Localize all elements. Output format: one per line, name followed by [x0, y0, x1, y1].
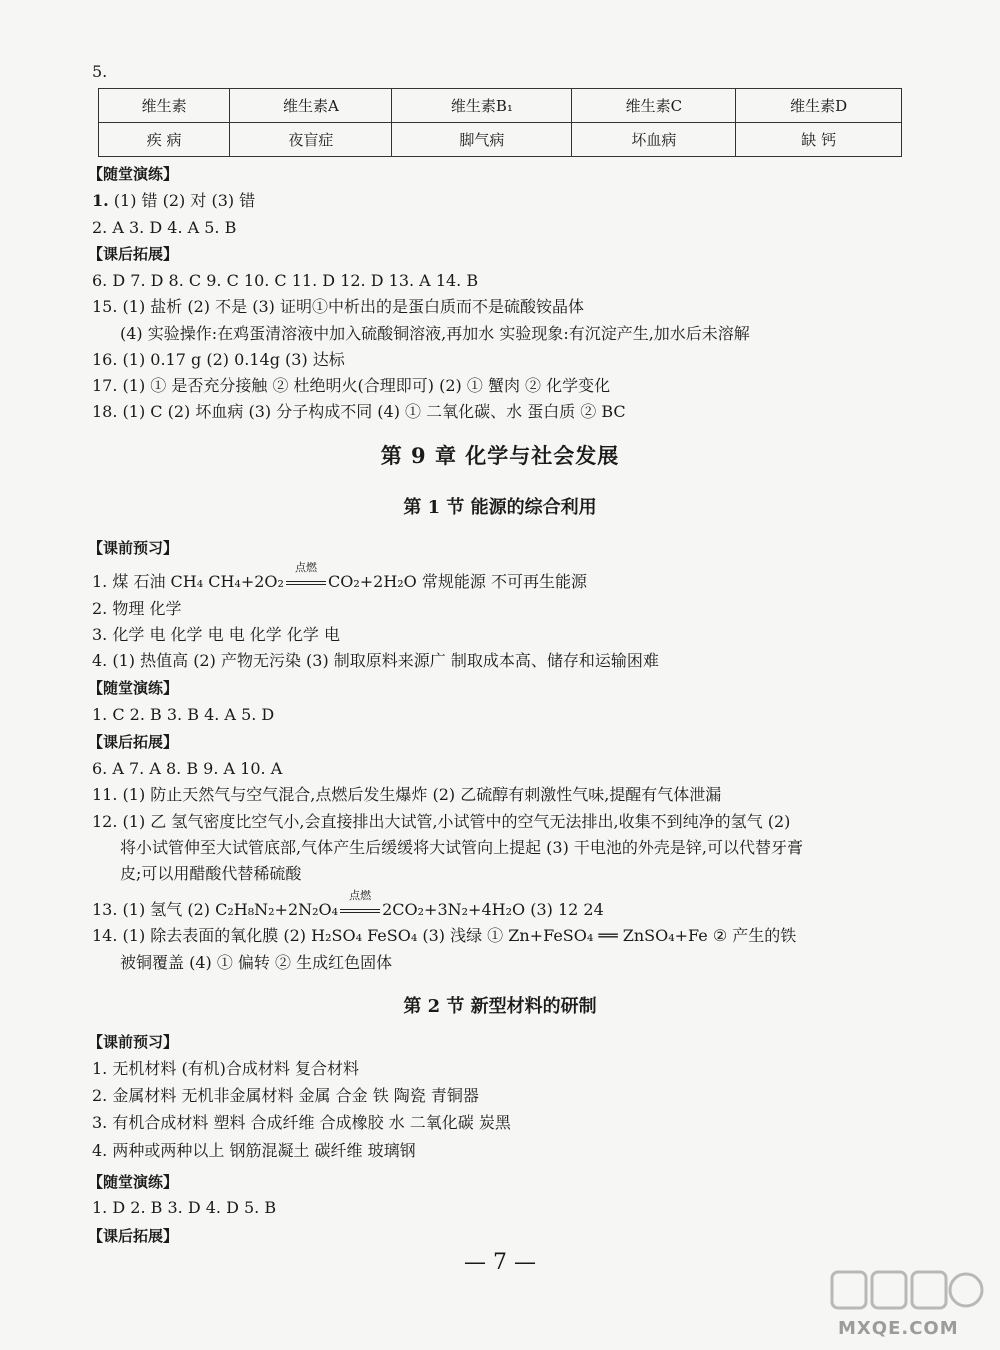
answer-text: CO₂+2H₂O 常规能源 不可再生能源	[327, 572, 587, 591]
table-cell: 维生素D	[736, 89, 902, 123]
answer-line: 14. (1) 除去表面的氧化膜 (2) H₂SO₄ FeSO₄ (3) 浅绿 ① Zn+FeSO₄ ══ ZnSO₄+Fe ② 产生的铁	[92, 926, 797, 945]
answer-line: (4) 实验操作:在鸡蛋清溶液中加入硫酸铜溶液,再加水 实验现象:有沉淀产生,加水后未溶解	[120, 324, 750, 343]
table-cell: 维生素C	[572, 89, 736, 123]
table-cell: 维生素A	[230, 89, 392, 123]
answer-line: 1. 无机材料 (有机)合成材料 复合材料	[92, 1059, 360, 1078]
watermark-text: MXQE.COM	[838, 1318, 959, 1339]
table-cell: 坏血病	[572, 123, 736, 157]
answer-line: 3. 有机合成材料 塑料 合成纤维 合成橡胶 水 二氧化碳 炭黑	[92, 1113, 511, 1132]
table-cell: 缺 钙	[736, 123, 902, 157]
section-heading: 【随堂演练】	[88, 1173, 179, 1191]
table-cell: 疾 病	[99, 123, 230, 157]
answer-line: 1. C 2. B 3. B 4. A 5. D	[92, 705, 275, 724]
answer-line: 2. A 3. D 4. A 5. B	[92, 218, 237, 237]
answer-line: 3. 化学 电 化学 电 电 化学 化学 电	[92, 625, 340, 644]
answer-line: 18. (1) C (2) 坏血病 (3) 分子构成不同 (4) ① 二氧化碳、水 蛋白质 ② BC	[92, 402, 626, 421]
reaction-arrow	[284, 561, 328, 592]
table-cell: 夜盲症	[230, 123, 392, 157]
answer-line	[92, 561, 587, 592]
chapter-title: 第 9 章 化学与社会发展	[380, 443, 620, 468]
question-5-label: 5.	[92, 62, 108, 81]
reaction-condition: 点燃	[294, 561, 317, 574]
answer-line: 6. A 7. A 8. B 9. A 10. A	[92, 759, 283, 778]
table-row	[99, 123, 902, 157]
section-heading: 【课后拓展】	[88, 733, 179, 751]
answer-line: 皮;可以用醋酸代替稀硫酸	[120, 864, 302, 883]
answer-line: 16. (1) 0.17 g (2) 0.14g (3) 达标	[92, 350, 345, 369]
section-heading: 【课前预习】	[88, 539, 179, 557]
section-heading: 【课后拓展】	[88, 245, 179, 263]
answer-line	[92, 889, 604, 920]
answer-line: 4. (1) 热值高 (2) 产物无污染 (3) 制取原料来源广 制取成本高、储存和运输困难	[92, 651, 659, 670]
answer-line: 11. (1) 防止天然气与空气混合,点燃后发生爆炸 (2) 乙硫醇有刺激性气味,提醒有气体泄漏	[92, 785, 722, 804]
answer-line: 4. 两种或两种以上 钢筋混凝土 碳纤维 玻璃钢	[92, 1141, 416, 1160]
answer-line: 1. D 2. B 3. D 4. D 5. B	[92, 1198, 277, 1217]
section-heading: 【随堂演练】	[88, 679, 179, 697]
answer-text: 2CO₂+3N₂+4H₂O (3) 12 24	[382, 900, 604, 919]
vitamin-table	[98, 88, 902, 157]
answer-line: 17. (1) ① 是否充分接触 ② 杜绝明火(合理即可) (2) ① 蟹肉 ② 化学变化	[92, 376, 611, 395]
table-cell: 维生素B₁	[392, 89, 572, 123]
answer-line: 被铜覆盖 (4) ① 偏转 ② 生成红色固体	[120, 953, 393, 972]
section-title: 第 1 节 能源的综合利用	[403, 497, 597, 518]
answer-line: 12. (1) 乙 氢气密度比空气小,会直接排出大试管,小试管中的空气无法排出,收集不到纯净的氢气 (2)	[92, 812, 791, 831]
answer-line: 2. 金属材料 无机非金属材料 金属 合金 铁 陶瓷 青铜器	[92, 1086, 479, 1105]
answer-line: 2. 物理 化学	[92, 599, 182, 618]
answer-text: 13. (1) 氢气 (2) C₂H₈N₂+2N₂O₄	[92, 900, 339, 919]
answer-line: 6. D 7. D 8. C 9. C 10. C 11. D 12. D 13. A 14. B	[92, 271, 479, 290]
answer-line	[92, 191, 255, 211]
section-title: 第 2 节 新型材料的研制	[403, 996, 597, 1017]
page-number: — 7 —	[464, 1250, 536, 1275]
table-cell: 脚气病	[392, 123, 572, 157]
reaction-condition: 点燃	[349, 889, 372, 902]
section-heading: 【课后拓展】	[88, 1227, 179, 1245]
section-heading: 【课前预习】	[88, 1033, 179, 1051]
answer-line: 将小试管伸至大试管底部,气体产生后缓缓将大试管向上提起 (3) 干电池的外壳是锌,可以代替牙膏	[120, 838, 804, 857]
answer-number: 1.	[92, 191, 109, 210]
section-heading: 【随堂演练】	[88, 165, 179, 183]
table-header-row	[99, 89, 902, 123]
answer-line: 15. (1) 盐析 (2) 不是 (3) 证明①中析出的是蛋白质而不是硫酸铵晶体	[92, 297, 584, 316]
reaction-arrow	[338, 889, 382, 920]
table-cell: 维生素	[99, 89, 230, 123]
answer-text: (1) 错 (2) 对 (3) 错	[113, 191, 256, 210]
answer-text: 1. 煤 石油 CH₄ CH₄+2O₂	[92, 572, 284, 591]
